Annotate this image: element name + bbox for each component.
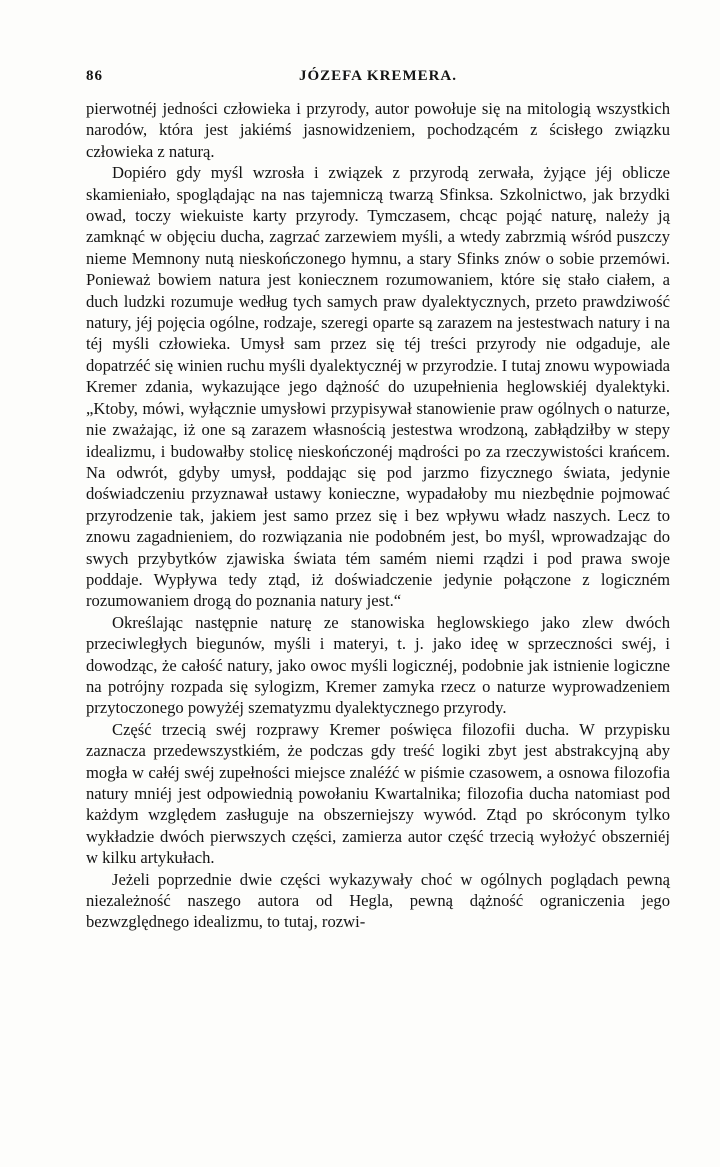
- paragraph: Dopiéro gdy myśl wzrosła i związek z przyrodą zerwała, żyjące jéj oblicze skamieniało, spoglądając na nas tajemniczą twarzą Sfinksa. Szkolnictwo, jak brzydki owad, toczy wiekuiste karty przyrody. Tymczasem, chcąc pojąć naturę, należy ją zamknąć w objęciu ducha, zagrzać zarzewiem myśli, a wtedy zabrzmią wśród puszczy nieme Memnony nutą nieskończonego hymnu, a stary Sfinks znów o sobie przemówi. Ponieważ bowiem natura jest koniecznem rozumowaniem, które się stało ciałem, a duch ludzki rozumuje według tych samych praw dyalektycznych, przeto prawdziwość natury, jéj pojęcia ogólne, rodzaje, szeregi oparte są zarazem na jestestwach natury i na téj myśli człowieka. Umysł sam przez się téj treści przyrody nie odgaduje, ale dopatrzéć się winien ruchu myśli dyalektycznéj w przyrodzie. I tutaj znowu wypowiada Kremer zdania, wykazujące jego dążność do uzupełnienia heglowskiéj dyalektyki. „Ktoby, mówi, wyłącznie umysłowi przypisywał stanowienie praw ogólnych o naturze, nie zważając, iż one są zarazem własnością jestestwa wrodzoną, zabłądziłby w stepy idealizmu, i budowałby stolicę nieskończonéj mądrości po za rzeczywistości krańcem. Na odwrót, gdyby umysł, poddając się pod jarzmo fizycznego świata, jedynie doświadczeniu przyznawał ustawy konieczne, wypadałoby mu niezbędnie pojmować przyrodzenie tak, jakiem jest samo przez się i bez wpływu władz naszych. Lecz to znowu zagadnieniem, do rozwiązania nie podobném jest, bo myśl, wprowadzając do swych przybytków zjawiska świata tém samém niemi rządzi i pod prawa swoje poddaje. Wypływa tedy ztąd, iż doświadczenie jedynie połączone z logiczném rozumowaniem drogą do poznania natury jest.“: [86, 163, 670, 611]
- page-number: 86: [86, 68, 103, 84]
- paragraph: Określając następnie naturę ze stanowiska heglowskiego jako zlew dwóch przeciwległych biegunów, myśli i materyi, t. j. jako ideę w sprzeczności swéj, i dowodząc, że całość natury, jako owoc myśli logicznéj, podobnie jak istnienie logiczne na potrójny rozpada się sylogizm, Kremer zamyka rzecz o naturze wyprowadzeniem przytoczonego powyżéj szematyzmu dyalektycznego przyrody.: [86, 612, 670, 718]
- running-title: JÓZEFA KREMERA.: [298, 68, 458, 84]
- paragraph-continued: pierwotnéj jedności człowieka i przyrody, autor powołuje się na mitologią wszystkich narodów, która jest jakiémś jasnowidzeniem, pochodzącém z ścisłego związku człowieka z naturą.: [86, 99, 670, 161]
- paragraph: Jeżeli poprzednie dwie części wykazywały choć w ogólnych poglądach pewną niezależność naszego autora od Hegla, pewną dążność ograniczenia jego bezwzględnego idealizmu, to tutaj, rozwi-: [86, 869, 670, 932]
- body-text: [86, 98, 670, 933]
- page-header: [86, 68, 670, 98]
- paragraph: Część trzecią swéj rozprawy Kremer poświęca filozofii ducha. W przypisku zaznacza przedewszystkiém, że podczas gdy treść logiki zbyt jest abstrakcyjną aby mogła w całéj swéj zupełności miejsce znaléźć w piśmie czasowem, a osnowa filozofia natury mniéj jest odpowiednią powołaniu Kwartalnika; filozofia ducha natomiast pod każdym względem zasługuje na obszerniejszy wywód. Ztąd po skróconym tylko wykładzie dwóch pierwszych części, zamierza autor część trzecią wyłożyć obszerniéj w kilku artykułach.: [86, 719, 670, 868]
